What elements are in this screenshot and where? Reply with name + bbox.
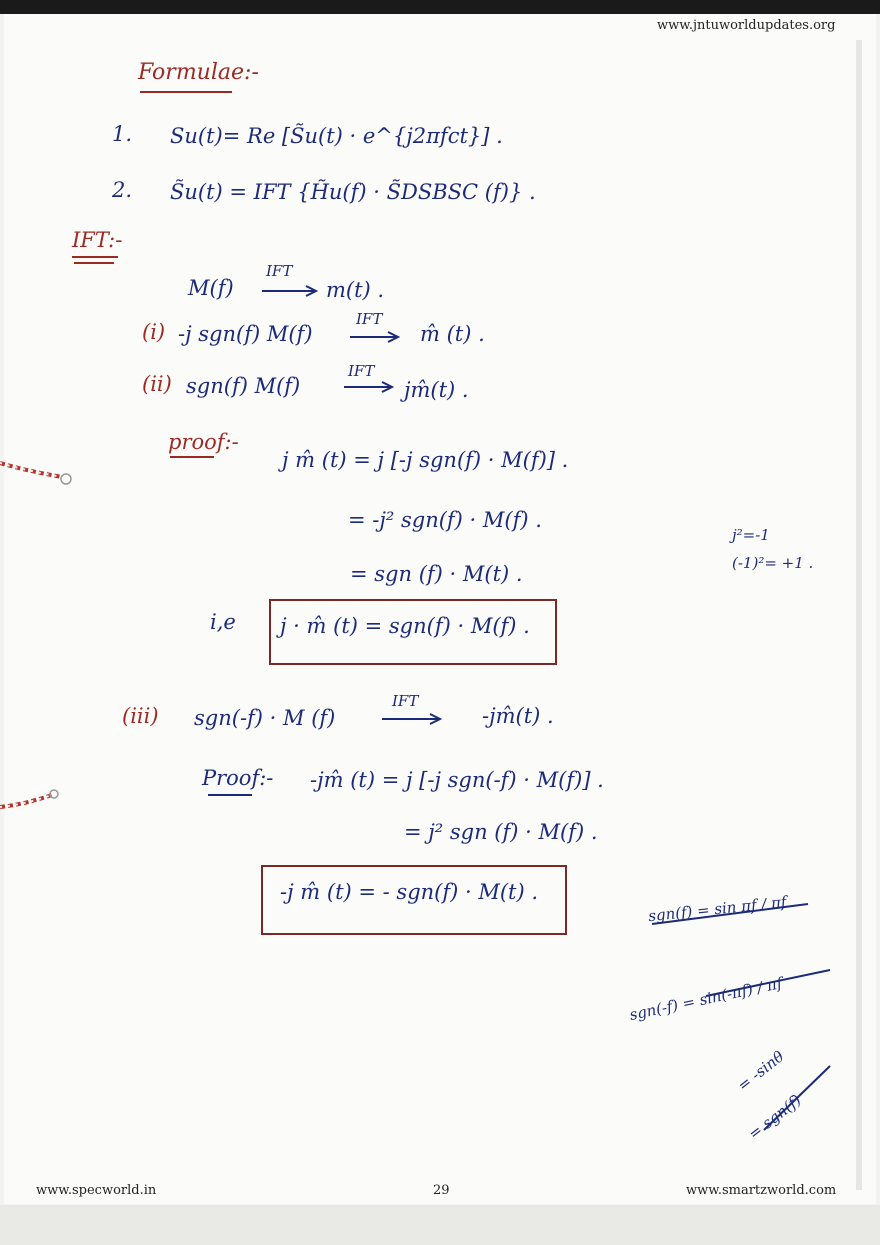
item-i-lhs: -j sgn(f) M(f) (178, 322, 313, 346)
ie-label: i,e (210, 610, 236, 634)
boxed-result-2-text: -j m̂ (t) = - sgn(f) · M(t) . (280, 880, 539, 904)
scribble-4: = sgn(f) (744, 1090, 805, 1144)
item-i-arrow (348, 330, 402, 344)
watermark-top-right: www.jntuworldupdates.org (657, 18, 836, 33)
item-ii-arrow (342, 380, 396, 394)
formulae-heading: Formulae:- (138, 60, 259, 85)
proof-2-line-1: -jm̂ (t) = j [-j sgn(-f) · M(f)] . (310, 768, 604, 792)
ift-heading: IFT:- (72, 228, 123, 252)
proof-1-line-2: = -j² sgn(f) · M(f) . (348, 508, 542, 532)
watermark-bottom-left: www.specworld.in (36, 1183, 157, 1198)
item-iii-op: IFT (392, 692, 419, 710)
heading-underline (140, 91, 232, 93)
formula-2-number: 2. (112, 178, 133, 202)
proof-2-label: Proof:- (202, 766, 274, 790)
formula-2: S̃u(t) = IFT {H̃u(f) · S̃DSBSC (f)} . (170, 180, 536, 204)
scan-top-border (0, 0, 880, 14)
proof-1-label: proof:- (168, 430, 239, 454)
proof-1-underline (170, 456, 214, 458)
binding-thread-top (0, 455, 80, 495)
item-ii-rhs: jm̂(t) . (404, 378, 469, 402)
scribble-2-strike (700, 962, 840, 1002)
ift-base-lhs: M(f) (188, 276, 234, 300)
binding-thread-bottom (0, 785, 70, 815)
ift-base-rhs: m(t) . (326, 278, 385, 302)
item-iii-lhs: sgn(-f) · M (f) (194, 706, 336, 730)
item-ii-number: (ii) (142, 372, 172, 396)
watermark-bottom-right: www.smartzworld.com (686, 1183, 837, 1198)
proof-2-underline (208, 794, 252, 796)
ift-base-op: IFT (266, 262, 293, 280)
proof-1-line-1: j m̂ (t) = j [-j sgn(f) · M(f)] . (282, 448, 569, 472)
item-ii-lhs: sgn(f) M(f) (186, 374, 301, 398)
ift-underline-1 (72, 256, 118, 258)
item-iii-number: (iii) (122, 704, 159, 728)
ift-base-arrow (260, 284, 320, 298)
item-i-rhs: m̂ (t) . (420, 322, 485, 346)
side-note-1: j²=-1 (732, 526, 770, 544)
page-number: 29 (433, 1183, 450, 1198)
item-i-number: (i) (142, 320, 166, 344)
item-iii-arrow (380, 712, 444, 726)
item-ii-op: IFT (348, 362, 375, 380)
scribble-1-strike (648, 894, 818, 934)
formula-1-number: 1. (112, 122, 133, 146)
scribble-1: sgn(f) = sin πf / πf (647, 892, 788, 926)
side-note-2: (-1)²= +1 . (732, 554, 814, 572)
proof-2-line-2: = j² sgn (f) · M(f) . (404, 820, 598, 844)
formula-1: Su(t)= Re [S̃u(t) · e^{j2πfct}] . (170, 124, 503, 148)
item-i-op: IFT (356, 310, 383, 328)
scribble-2: sgn(-f) = sin(-πf) / πf (627, 974, 784, 1024)
page-edge-shadow (856, 40, 862, 1190)
scribble-3: = -sinθ (734, 1047, 788, 1095)
item-iii-rhs: -jm̂(t) . (482, 704, 554, 728)
proof-1-line-3: = sgn (f) · M(t) . (350, 562, 523, 586)
scan-bottom-strip (0, 1205, 880, 1245)
boxed-result-1-text: j · m̂ (t) = sgn(f) · M(f) . (280, 614, 530, 638)
scribble-3-strike (760, 1060, 840, 1140)
ift-underline-2 (74, 262, 114, 264)
